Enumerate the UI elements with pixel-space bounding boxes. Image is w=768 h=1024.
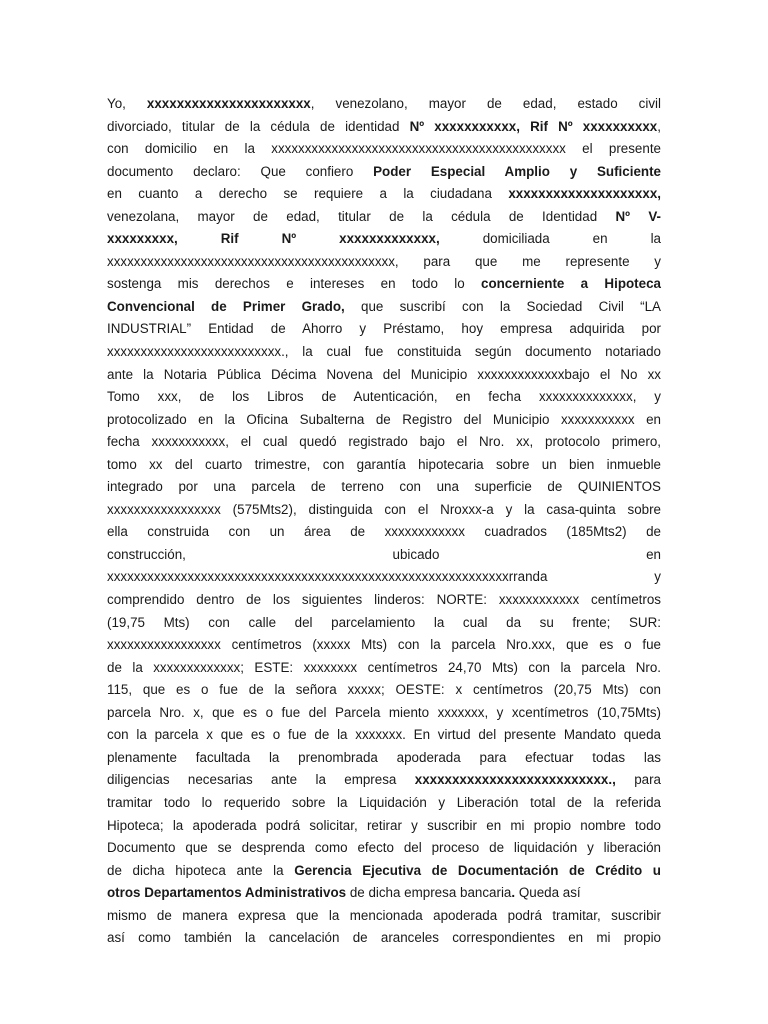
- text-line: [107, 521, 661, 544]
- text-span: de la xxxxxxxxxxxxx; ESTE: xxxxxxxx centímetros 24,70 Mts) con la parcela Nro.: [107, 659, 661, 675]
- text-span: con la parcela x que es o fue de la xxxxxxx. En virtud del presente Mandato queda: [107, 727, 661, 743]
- bold-text: otros Departamentos Administrativos: [107, 885, 347, 901]
- text-span: de dicha hipoteca ante la: [107, 862, 295, 878]
- text-span: que suscribí con la Sociedad Civil “LA: [344, 298, 661, 314]
- text-line: [107, 138, 661, 161]
- text-span: de dicha empresa bancaria: [346, 885, 512, 901]
- text-line: [107, 431, 661, 454]
- text-span: sostenga mis derechos e intereses en todo lo: [107, 276, 481, 292]
- text-line: [107, 566, 661, 589]
- text-line: [107, 341, 661, 364]
- bold-text: xxxxxxxxx, Rif Nº xxxxxxxxxxxxx,: [107, 231, 440, 247]
- text-line: [107, 476, 661, 499]
- text-line: [107, 116, 661, 139]
- bold-text: .: [511, 885, 519, 901]
- text-span: venezolana, mayor de edad, titular de la cédula de Identidad: [107, 208, 616, 224]
- text-line: [107, 612, 661, 635]
- text-line: [107, 544, 661, 567]
- text-line: [107, 769, 661, 792]
- text-line: [107, 161, 661, 184]
- text-span: con domicilio en la xxxxxxxxxxxxxxxxxxxxxxxxxxxxxxxxxxxxxxxxxxxx el presente: [107, 141, 661, 157]
- text-span: Tomo xxx, de los Libros de Autenticación, en fecha xxxxxxxxxxxxxx, y: [107, 389, 661, 405]
- text-span: integrado por una parcela de terreno con una superficie de QUINIENTOS: [107, 479, 661, 495]
- text-span: ,: [657, 118, 661, 134]
- bold-text: Poder Especial Amplio y Suficiente: [373, 163, 661, 179]
- text-span: divorciado, titular de la cédula de identidad: [107, 118, 410, 134]
- power-of-attorney-text: [107, 93, 661, 950]
- text-line: [107, 702, 661, 725]
- text-span: plenamente facultada la prenombrada apoderada para efectuar todas las: [107, 749, 661, 765]
- text-line: [107, 454, 661, 477]
- text-span: tramitar todo lo requerido sobre la Liquidación y Liberación total de la referida: [107, 794, 661, 810]
- text-line: [107, 815, 661, 838]
- text-line: [107, 93, 661, 116]
- text-span: diligencias necesarias ante la empresa: [107, 772, 415, 788]
- text-line: [107, 860, 661, 883]
- text-line: [107, 589, 661, 612]
- text-span: Documento que se desprenda como efecto del proceso de liquidación y liberación: [107, 840, 661, 856]
- text-line: [107, 792, 661, 815]
- text-span: , venezolano, mayor de edad, estado civil: [310, 96, 661, 111]
- text-line: [107, 837, 661, 860]
- text-line: [107, 747, 661, 770]
- text-line: [107, 499, 661, 522]
- bold-text: xxxxxxxxxxxxxxxxxxxx,: [508, 186, 661, 202]
- text-span: así como también la cancelación de aranceles correspondientes en mi propio: [107, 930, 661, 946]
- bold-text: Convencional de Primer Grado,: [107, 298, 345, 314]
- text-line: [107, 657, 661, 680]
- text-line: [107, 724, 661, 747]
- text-line: [107, 318, 661, 341]
- text-span: para: [615, 772, 662, 788]
- text-span: xxxxxxxxxxxxxxxxxxxxxxxxxxxxxxxxxxxxxxxxxxx, para que me represente y: [107, 253, 661, 269]
- text-line: [107, 273, 661, 296]
- bold-text: xxxxxxxxxxxxxxxxxxxxxxxxxx.,: [414, 772, 616, 788]
- text-span: Queda así: [518, 885, 581, 901]
- text-span: protocolizado en la Oficina Subalterna de Registro del Municipio xxxxxxxxxxx en: [107, 411, 661, 427]
- text-span: Hipoteca; la apoderada podrá solicitar, retirar y suscribir en mi propio nombre todo: [107, 817, 661, 833]
- text-line: [107, 206, 661, 229]
- text-span: xxxxxxxxxxxxxxxxxxxxxxxxxx., la cual fue constituida según documento notariado: [107, 344, 661, 360]
- text-span: en cuanto a derecho se requiere a la ciudadana: [107, 186, 509, 202]
- text-span: mismo de manera expresa que la mencionada apoderada podrá tramitar, suscribir: [107, 907, 661, 923]
- bold-text: Gerencia Ejecutiva de Documentación de Crédito u: [294, 862, 661, 878]
- bold-text: concerniente a Hipoteca: [481, 276, 661, 292]
- text-span: (19,75 Mts) con calle del parcelamiento la cual da su frente; SUR:: [107, 614, 661, 630]
- text-line: [107, 386, 661, 409]
- text-line: [107, 905, 661, 928]
- text-line: [107, 927, 661, 950]
- text-line: [107, 296, 661, 319]
- text-span: Yo,: [107, 96, 147, 111]
- text-span: comprendido dentro de los siguientes linderos: NORTE: xxxxxxxxxxxx centímetros: [107, 592, 661, 608]
- text-span: domiciliada en la: [439, 231, 662, 247]
- text-line: [107, 882, 661, 905]
- text-span: INDUSTRIAL” Entidad de Ahorro y Préstamo, hoy empresa adquirida por: [107, 321, 661, 337]
- text-span: construcción, ubicado en: [107, 546, 661, 562]
- bold-text: Nº V-: [615, 208, 661, 224]
- text-line: [107, 679, 661, 702]
- text-span: ante la Notaria Pública Décima Novena del Municipio xxxxxxxxxxxxxbajo el No xx: [107, 366, 661, 382]
- text-span: tomo xx del cuarto trimestre, con garantía hipotecaria sobre un bien inmueble: [107, 456, 661, 472]
- text-line: [107, 634, 661, 657]
- text-line: [107, 409, 661, 432]
- text-span: xxxxxxxxxxxxxxxxx (575Mts2), distinguida con el Nroxxx-a y la casa-quinta sobre: [107, 501, 661, 517]
- text-line: [107, 364, 661, 387]
- text-line: [107, 228, 661, 251]
- text-line: [107, 251, 661, 274]
- bold-text: xxxxxxxxxxxxxxxxxxxxxx: [146, 96, 311, 111]
- bold-text: Nº xxxxxxxxxxx, Rif Nº xxxxxxxxxx: [409, 118, 658, 134]
- text-span: parcela Nro. x, que es o fue del Parcela miento xxxxxxx, y xcentímetros (10,75Mts): [107, 704, 661, 720]
- text-span: 115, que es o fue de la señora xxxxx; OESTE: x centímetros (20,75 Mts) con: [107, 682, 661, 698]
- text-line: [107, 183, 661, 206]
- text-span: xxxxxxxxxxxxxxxxx centímetros (xxxxx Mts) con la parcela Nro.xxx, que es o fue: [107, 637, 661, 653]
- text-span: documento declaro: Que confiero: [107, 163, 374, 179]
- text-span: fecha xxxxxxxxxxx, el cual quedó registrado bajo el Nro. xx, protocolo primero,: [107, 434, 661, 450]
- text-span: ella construida con un área de xxxxxxxxxxxx cuadrados (185Mts2) de: [107, 524, 661, 540]
- text-span: xxxxxxxxxxxxxxxxxxxxxxxxxxxxxxxxxxxxxxxxxxxxxxxxxxxxxxxxxxxxrranda y: [107, 569, 661, 585]
